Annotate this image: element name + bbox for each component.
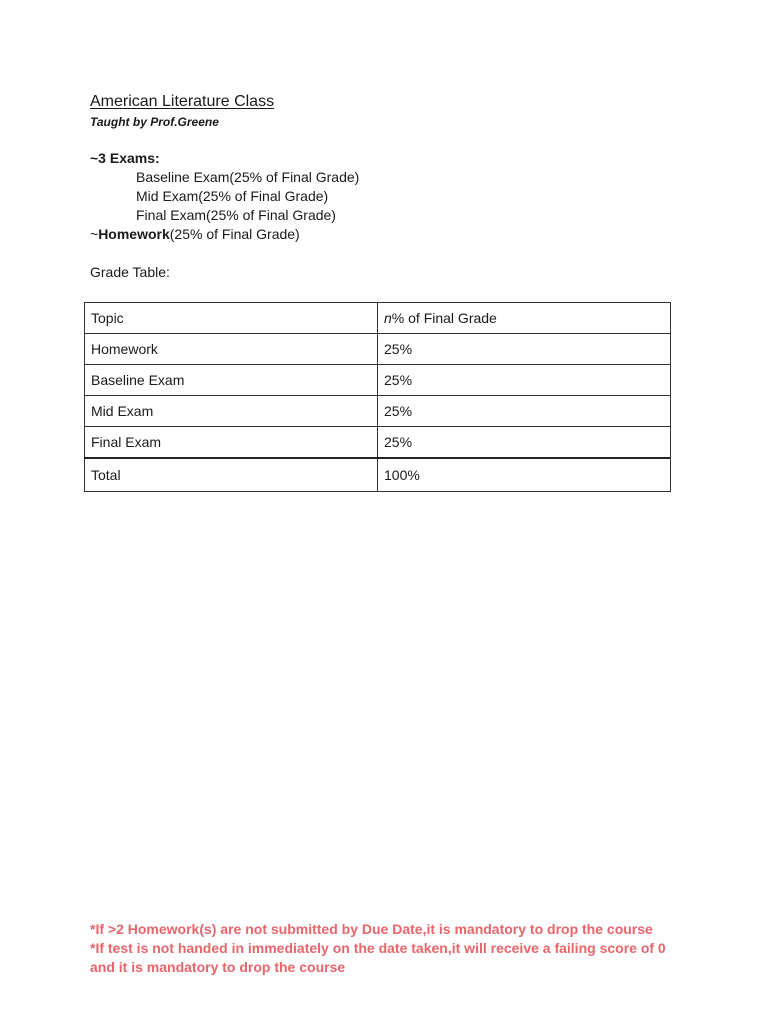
table-row <box>85 365 671 396</box>
header-topic: Topic <box>85 303 378 334</box>
homework-detail: (25% of Final Grade) <box>169 226 300 242</box>
note-homework-policy: *If >2 Homework(s) are not submitted by Due Date,it is mandatory to drop the course <box>90 921 653 937</box>
row-percent: 25% <box>378 334 671 365</box>
grade-table <box>84 302 671 492</box>
header-percent-text: % of Final Grade <box>391 310 497 326</box>
homework-prefix: ~ <box>90 226 99 242</box>
policy-notes <box>90 920 666 977</box>
row-percent: 25% <box>378 396 671 427</box>
total-percent: 100% <box>378 458 671 492</box>
document-subtitle: Taught by Prof.Greene <box>90 115 219 129</box>
grade-table-label: Grade Table: <box>90 264 170 280</box>
homework-line <box>90 226 300 242</box>
header-percent <box>378 303 671 334</box>
row-topic: Final Exam <box>85 427 378 459</box>
exam-item-mid: Mid Exam(25% of Final Grade) <box>136 188 329 204</box>
row-percent: 25% <box>378 427 671 459</box>
document-title: American Literature Class <box>90 93 275 110</box>
exam-item-baseline: Baseline Exam(25% of Final Grade) <box>136 169 360 185</box>
exams-heading: ~3 Exams: <box>90 150 160 166</box>
row-topic: Baseline Exam <box>85 365 378 396</box>
header-percent-symbol: n <box>384 310 392 326</box>
table-total-row <box>85 458 671 492</box>
note-test-policy-continued: and it is mandatory to drop the course <box>90 959 346 975</box>
exam-item-final: Final Exam(25% of Final Grade) <box>136 207 336 223</box>
total-topic: Total <box>85 458 378 492</box>
homework-label: Homework <box>98 226 170 242</box>
row-percent: 25% <box>378 365 671 396</box>
table-row <box>85 427 671 459</box>
note-test-policy: *If test is not handed in immediately on the date taken,it will receive a failing score of 0 <box>90 940 666 956</box>
table-row <box>85 334 671 365</box>
table-header-row <box>85 303 671 334</box>
row-topic: Mid Exam <box>85 396 378 427</box>
row-topic: Homework <box>85 334 378 365</box>
table-row <box>85 396 671 427</box>
